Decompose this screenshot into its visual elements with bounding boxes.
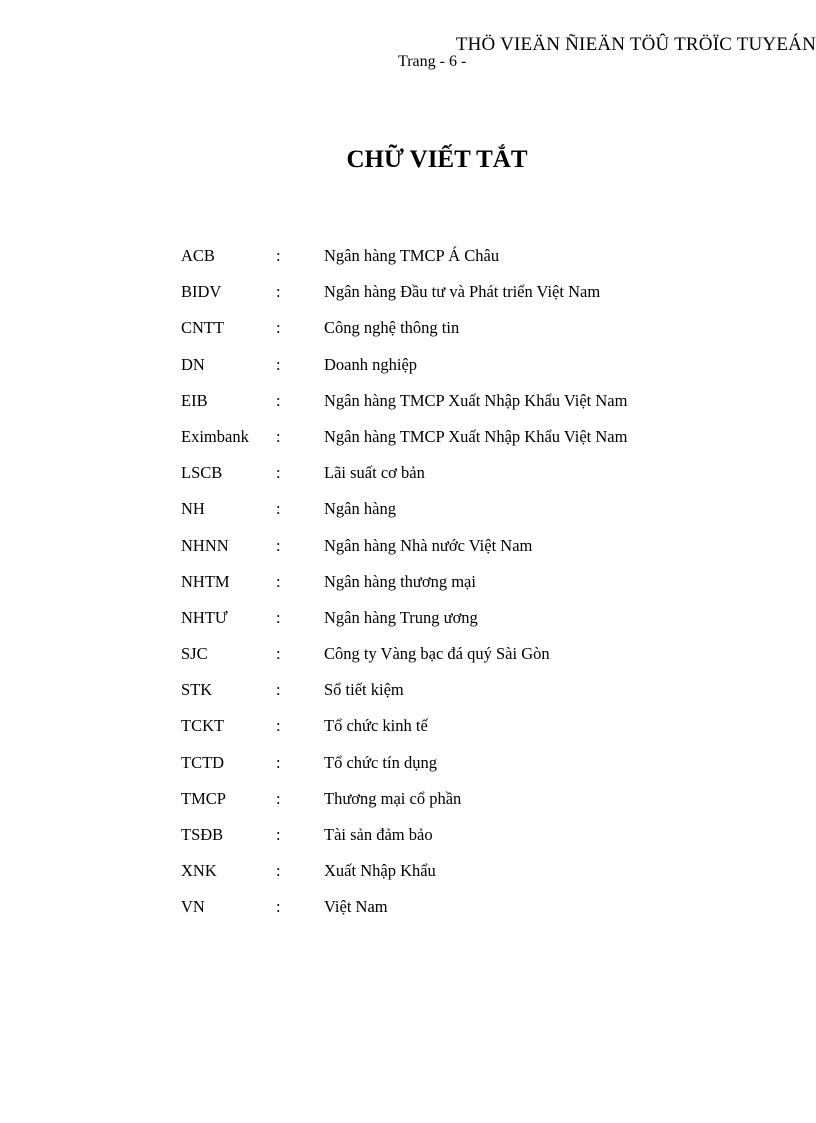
abbreviation-separator: : bbox=[276, 680, 281, 700]
abbreviation-meaning: Ngân hàng TMCP Á Châu bbox=[324, 246, 500, 265]
list-item bbox=[181, 716, 741, 752]
abbreviation-separator: : bbox=[276, 499, 281, 519]
abbreviation-code: Eximbank bbox=[181, 426, 249, 446]
page-number: Trang - 6 - bbox=[398, 53, 467, 70]
list-item bbox=[181, 536, 741, 572]
abbreviation-list bbox=[181, 246, 741, 934]
list-item bbox=[181, 318, 741, 354]
abbreviation-meaning: Tổ chức kinh tế bbox=[324, 716, 428, 736]
abbreviation-meaning: Công nghệ thông tin bbox=[324, 318, 460, 338]
list-item bbox=[181, 861, 741, 897]
abbreviation-separator: : bbox=[276, 752, 281, 772]
abbreviation-code: TMCP bbox=[181, 788, 226, 808]
abbreviation-code: DN bbox=[181, 354, 205, 374]
abbreviation-separator: : bbox=[276, 825, 281, 844]
abbreviation-code: ACB bbox=[181, 246, 215, 265]
abbreviation-code: CNTT bbox=[181, 318, 225, 338]
abbreviation-meaning: Việt Nam bbox=[324, 897, 388, 917]
abbreviation-code: VN bbox=[181, 897, 205, 917]
abbreviation-separator: : bbox=[276, 354, 281, 374]
list-item bbox=[181, 391, 741, 427]
abbreviation-separator: : bbox=[276, 426, 281, 446]
abbreviation-code: XNK bbox=[181, 861, 217, 881]
abbreviation-code: NHTƯ bbox=[181, 607, 228, 627]
abbreviation-meaning: Ngân hàng Nhà nước Việt Nam bbox=[324, 535, 533, 555]
abbreviation-code: TCKT bbox=[181, 716, 225, 736]
list-item bbox=[181, 572, 741, 608]
abbreviation-separator: : bbox=[276, 535, 281, 555]
abbreviation-separator: : bbox=[276, 788, 281, 808]
abbreviation-meaning: Ngân hàng Đầu tư và Phát triển Việt Nam bbox=[324, 282, 601, 302]
list-item bbox=[181, 644, 741, 680]
abbreviation-meaning: Xuất Nhập Khẩu bbox=[324, 861, 436, 881]
abbreviation-separator: : bbox=[276, 861, 281, 881]
list-item bbox=[181, 753, 741, 789]
abbreviation-code: SJC bbox=[181, 644, 208, 664]
list-item bbox=[181, 355, 741, 391]
abbreviation-code: LSCB bbox=[181, 463, 223, 483]
page-title: CHỮ VIẾT TẮT bbox=[346, 146, 528, 173]
list-item bbox=[181, 246, 741, 282]
abbreviation-meaning: Doanh nghiệp bbox=[324, 354, 418, 374]
abbreviation-meaning: Ngân hàng bbox=[324, 499, 396, 519]
abbreviation-code: EIB bbox=[181, 390, 208, 410]
abbreviation-meaning: Ngân hàng thương mại bbox=[324, 571, 476, 591]
abbreviation-code: TSĐB bbox=[181, 825, 224, 844]
header-watermark: THÖ VIEÄN ÑIEÄN TÖÛ TRÖÏC TUYEÁN bbox=[455, 34, 816, 55]
abbreviation-code: NHNN bbox=[181, 535, 229, 555]
abbreviation-meaning: Tổ chức tín dụng bbox=[324, 752, 437, 772]
abbreviation-meaning: Sổ tiết kiệm bbox=[324, 680, 404, 700]
abbreviation-meaning: Thương mại cổ phần bbox=[324, 788, 462, 808]
abbreviation-separator: : bbox=[276, 463, 281, 483]
abbreviation-code: TCTD bbox=[181, 752, 225, 772]
list-item bbox=[181, 499, 741, 535]
list-item bbox=[181, 427, 741, 463]
abbreviation-code: NHTM bbox=[181, 571, 230, 591]
list-item bbox=[181, 608, 741, 644]
abbreviation-meaning: Tài sản đảm bảo bbox=[324, 825, 433, 844]
list-item bbox=[181, 463, 741, 499]
abbreviation-meaning: Lãi suất cơ bản bbox=[324, 463, 425, 483]
list-item bbox=[181, 789, 741, 825]
abbreviation-separator: : bbox=[276, 897, 281, 917]
abbreviation-separator: : bbox=[276, 644, 281, 664]
list-item bbox=[181, 680, 741, 716]
list-item bbox=[181, 825, 741, 861]
abbreviation-meaning: Công ty Vàng bạc đá quý Sài Gòn bbox=[324, 644, 550, 664]
list-item bbox=[181, 282, 741, 318]
abbreviation-code: STK bbox=[181, 680, 213, 700]
abbreviation-meaning: Ngân hàng TMCP Xuất Nhập Khẩu Việt Nam bbox=[324, 390, 628, 410]
abbreviation-code: BIDV bbox=[181, 282, 222, 302]
abbreviation-separator: : bbox=[276, 282, 281, 302]
abbreviation-code: NH bbox=[181, 499, 205, 519]
abbreviation-separator: : bbox=[276, 571, 281, 591]
abbreviation-meaning: Ngân hàng Trung ương bbox=[324, 607, 478, 627]
abbreviation-separator: : bbox=[276, 390, 281, 410]
abbreviation-meaning: Ngân hàng TMCP Xuất Nhập Khẩu Việt Nam bbox=[324, 426, 628, 446]
abbreviation-separator: : bbox=[276, 318, 281, 338]
abbreviation-separator: : bbox=[276, 716, 281, 736]
abbreviation-separator: : bbox=[276, 607, 281, 627]
abbreviation-separator: : bbox=[276, 246, 281, 265]
list-item bbox=[181, 897, 741, 933]
